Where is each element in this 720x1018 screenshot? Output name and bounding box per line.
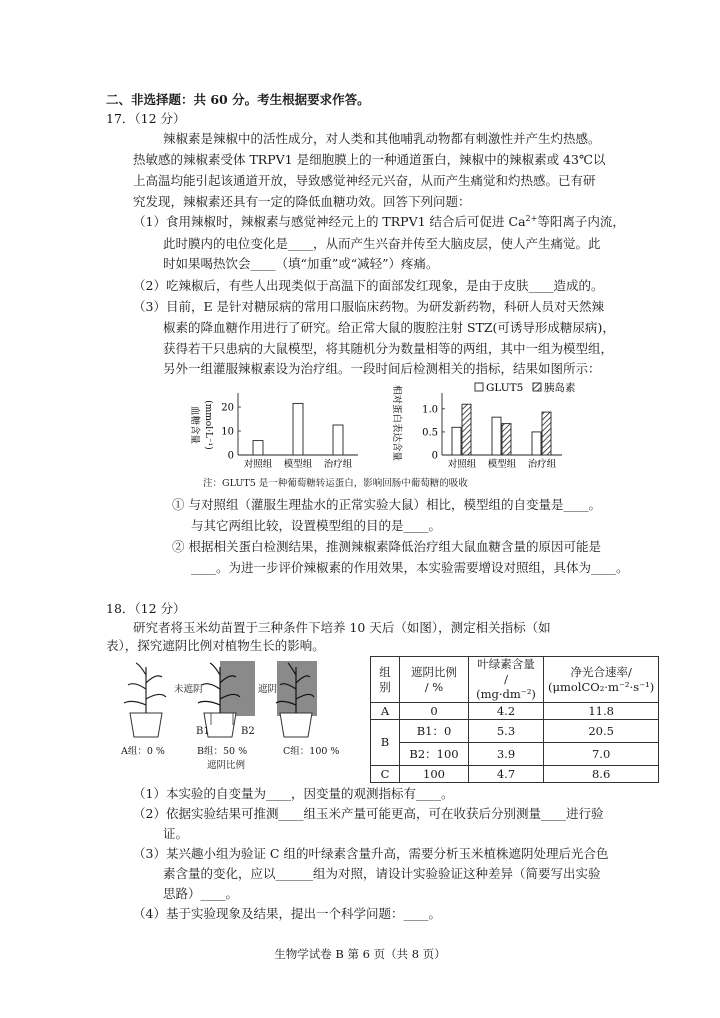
q17-sub2-line-1: ② 根据相关蛋白检测结果，推测辣椒素降低治疗组大鼠血糖含量的原因可能是: [172, 539, 601, 554]
bar: [532, 432, 541, 455]
x-tick-label: 治疗组: [527, 459, 557, 470]
table-row: [371, 766, 659, 783]
label-b2: B2: [241, 726, 255, 737]
q18-question-2-line-1: （2）依据实验结果可推测____组玉米产量可能更高，可在收获后分别测量____进行验: [133, 806, 604, 821]
c-shade: [277, 661, 317, 716]
legend-swatch: [533, 383, 541, 391]
q18-question-4: （4）基于实验现象及结果，提出一个科学问题：____。: [133, 906, 441, 921]
y-tick-label: 10: [221, 426, 234, 438]
q17-part2: （2）吃辣椒后，有些人出现类似于高温下的面部发红现象，是由于皮肤____造成的。: [133, 278, 604, 293]
table-header-row: [371, 657, 659, 703]
cell-group: C: [371, 766, 400, 783]
q17-number: 17．（12 分）: [106, 111, 186, 126]
bar: [542, 412, 551, 455]
header-chlorophyll: 叶绿素含量 / (mg·dm⁻²): [469, 657, 544, 703]
results-table: [370, 656, 659, 783]
plant-a: [124, 663, 166, 713]
page-footer: 生物学试卷 B 第 6 页（共 8 页）: [274, 947, 446, 961]
cell-group: B: [371, 720, 400, 766]
q17-part1-text-b: 等阳离子内流，: [537, 214, 625, 229]
cell-rate: 7.0: [544, 743, 659, 766]
q18-intro-line-2: 表），探究遮阴比例对植物生长的影响。: [106, 638, 325, 653]
header-group: 组 别: [371, 657, 400, 703]
x-tick-label: 治疗组: [323, 459, 353, 470]
q17-part1-line-1: [133, 214, 625, 230]
cell-chlorophyll: 4.2: [469, 703, 544, 720]
cell-ratio: 0: [400, 703, 469, 720]
section-header: 二、非选择题：共 60 分。考生根据要求作答。: [106, 92, 370, 107]
label-b1: B1: [196, 726, 210, 737]
bar: [333, 425, 343, 455]
q18-question-3-line-1: （3）某兴趣小组为验证 C 组的叶绿素含量升高，需要分析玉米植株遮阴处理后光合色: [133, 846, 609, 861]
cell-rate: 8.6: [544, 766, 659, 783]
q17-intro-line-2: 热敏感的辣椒素受体 TRPV1 是细胞膜上的一种通道蛋白，辣椒中的辣椒素或 43℃以: [133, 152, 606, 167]
x-tick-label: 对照组: [243, 459, 273, 470]
x-tick-label: 模型组: [487, 459, 517, 470]
caption-ratio: 遮阴比例: [207, 760, 246, 771]
table-row: [371, 720, 659, 743]
q18-question-2-line-2: 证。: [163, 826, 189, 841]
q17-part3-line-1: （3）目前，E 是针对糖尿病的常用口服临床药物。为研发新药物，科研人员对天然辣: [133, 299, 605, 314]
q17-part3-line-2: 椒素的降血糖作用进行了研究。给正常大鼠的腹腔注射 STZ(可诱导形成糖尿病)，: [163, 320, 615, 335]
q18-question-3-line-2: 素含量的变化，应以______组为对照，请设计实验验证这种差异（简要写出实验: [163, 866, 601, 881]
legend-label: 胰岛素: [544, 382, 576, 394]
header-ratio: 遮阴比例 / %: [400, 657, 469, 703]
q17-part1-superscript: 2+: [525, 213, 538, 223]
q17-sub2-line-2: ____。为进一步评价辣椒素的作用效果，本实验需要增设对照组，具体为____。: [191, 560, 629, 575]
table-row: [371, 743, 659, 766]
header-rate: 净光合速率/ (μmolCO₂·m⁻²·s⁻¹): [544, 657, 659, 703]
pot-a: [130, 713, 162, 737]
q17-part3-line-4: 另外一组灌服辣椒素设为治疗组。一段时间后检测相关的指标，结果如图所示：: [163, 361, 601, 376]
q17-intro-line-3: 上高温均能引起该通道开放，导致感觉神经元兴奋，从而产生痛觉和灼热感。已有研: [133, 173, 596, 188]
bar: [462, 404, 471, 455]
b2-shade: [220, 661, 255, 716]
q17-intro-line-4: 究发现，辣椒素还具有一定的降低血糖功效。回答下列问题：: [133, 194, 471, 209]
y-axis-unit: (mmol·L⁻¹): [203, 400, 213, 450]
q18-number: 18．（12 分）: [106, 601, 186, 616]
q18-question-1: （1）本实验的自变量为____，因变量的观测指标有____。: [133, 786, 454, 801]
q18-question-3-line-3: 思路）____。: [163, 886, 239, 901]
cell-chlorophyll: 4.7: [469, 766, 544, 783]
bar: [492, 417, 501, 455]
blood-glucose-chart: [189, 393, 358, 470]
y-tick-label: 0: [431, 450, 438, 462]
q17-charts: [180, 380, 620, 480]
q17-part3-line-3: 获得若干只患病的大鼠模型，将其随机分为数量相等的两组，其中一组为模型组，: [163, 341, 614, 356]
label-unshaded: 未遮阴: [174, 684, 203, 695]
legend-swatch: [475, 383, 483, 391]
caption-c: C组：100 %: [283, 746, 340, 757]
bar: [293, 403, 303, 455]
table-row: [371, 703, 659, 720]
cell-chlorophyll: 3.9: [469, 743, 544, 766]
protein-expression-chart: [391, 381, 576, 470]
bar: [253, 441, 263, 455]
cell-group: A: [371, 703, 400, 720]
y-axis-label: 血糖含量: [189, 405, 200, 445]
q17-sub1-line-2: 与其它两组比较，设置模型组的目的是____。: [191, 518, 442, 533]
y-tick-label: 20: [221, 402, 234, 414]
chart-note: 注：GLUT5 是一种葡萄糖转运蛋白，影响回肠中葡萄糖的吸收: [203, 478, 468, 489]
cell-rate: 20.5: [544, 720, 659, 743]
label-shaded: 遮阴: [258, 684, 278, 695]
bar: [502, 424, 511, 455]
y-tick-label: 1.0: [422, 404, 438, 416]
x-tick-label: 对照组: [447, 459, 477, 470]
q17-sub1-line-1: ① 与对照组（灌服生理盐水的正常实验大鼠）相比，模型组的自变量是____。: [172, 497, 601, 512]
y-tick-label: 0: [227, 450, 234, 462]
q17-part1-text-a: （1）食用辣椒时，辣椒素与感觉神经元上的 TRPV1 结合后可促进 Ca: [133, 214, 526, 229]
q17-intro-line-1: 辣椒素是辣椒中的活性成分，对人类和其他哺乳动物都有刺激性并产生灼热感。: [163, 131, 601, 146]
cell-ratio: B1：0: [400, 720, 469, 743]
cell-chlorophyll: 5.3: [469, 720, 544, 743]
cell-rate: 11.8: [544, 703, 659, 720]
bar: [452, 427, 461, 455]
q18-intro-line-1: 研究者将玉米幼苗置于三种条件下培养 10 天后（如图），测定相关指标（如: [133, 620, 551, 635]
caption-b: B组：50 %: [197, 746, 248, 757]
y-tick-label: 0.5: [422, 427, 438, 439]
cell-ratio: B2：100: [400, 743, 469, 766]
q17-part1-line-2: 此时膜内的电位变化是____，从而产生兴奋并传至大脑皮层，使人产生痛觉。此: [163, 236, 601, 251]
x-tick-label: 模型组: [283, 459, 313, 470]
q17-part1-line-3: 时如果喝热饮会____（填“加重”或“减轻”）疼痛。: [163, 256, 439, 271]
pot-c: [280, 713, 312, 737]
y-axis-label: 相对蛋白表达含量: [391, 384, 402, 462]
cell-ratio: 100: [400, 766, 469, 783]
legend-label: GLUT5: [486, 382, 524, 394]
caption-a: A组：0 %: [121, 746, 165, 757]
